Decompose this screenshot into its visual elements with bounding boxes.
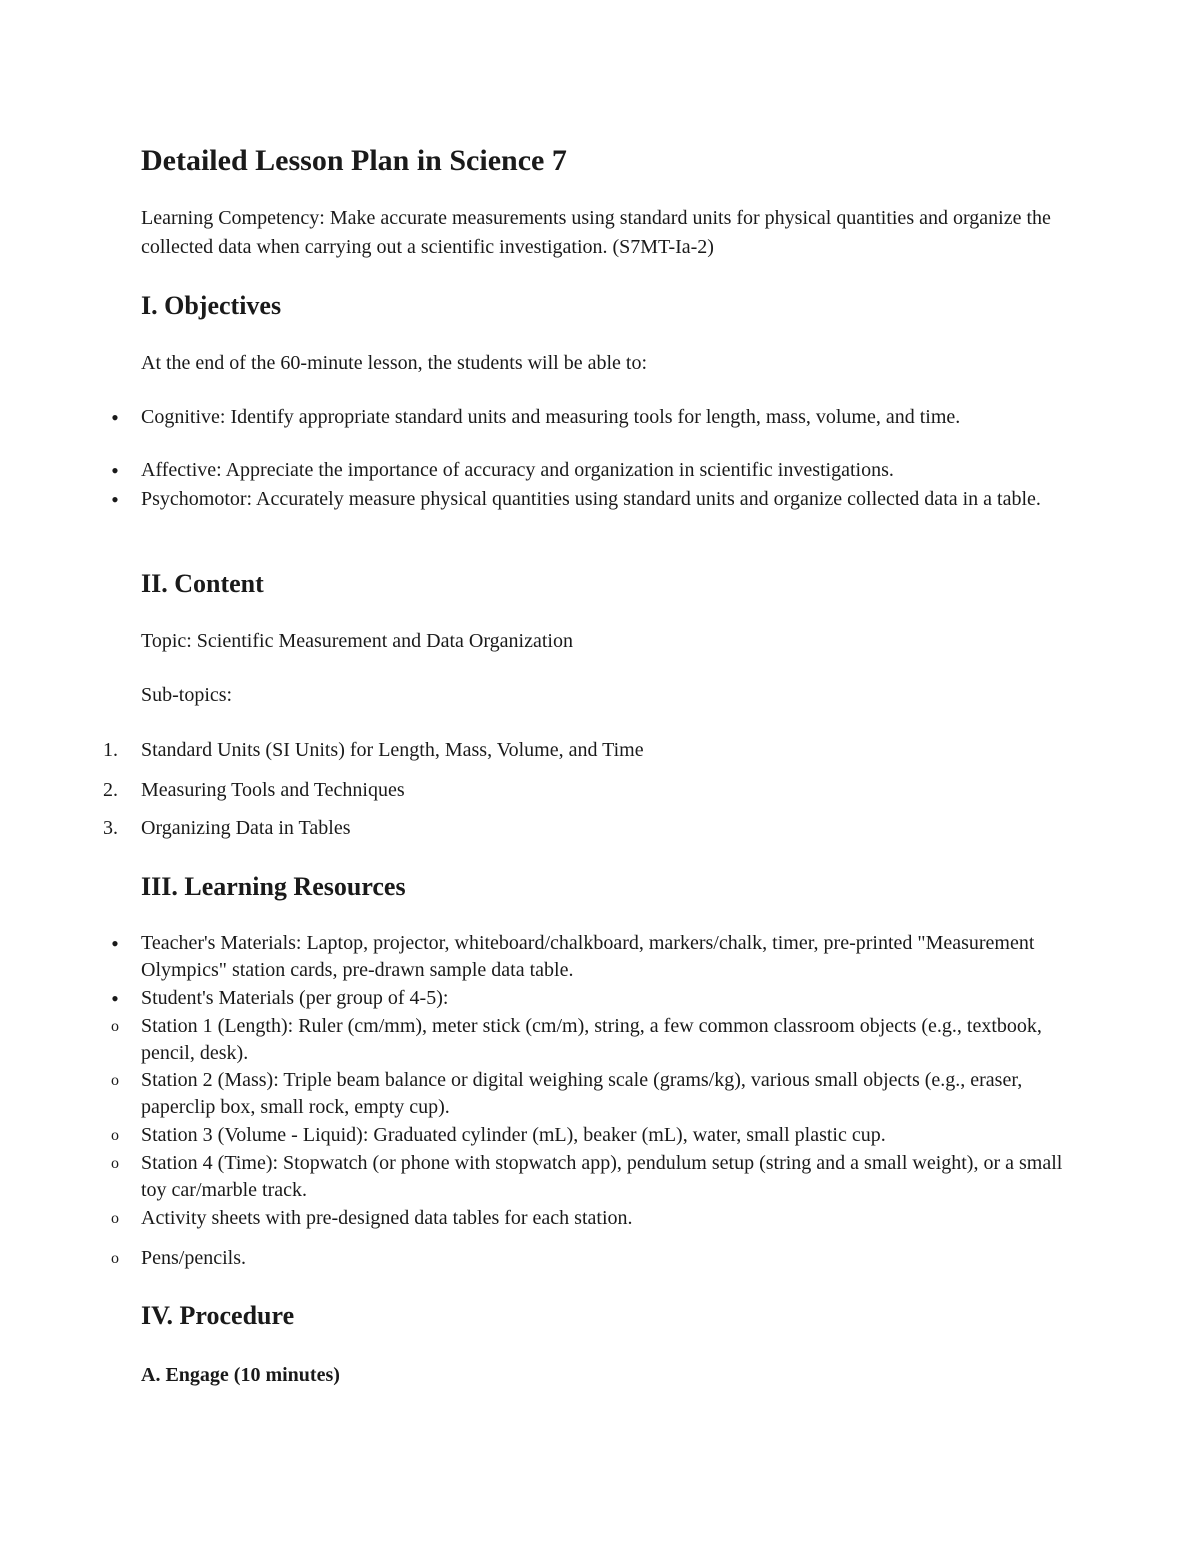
item-number: 3. <box>103 817 118 839</box>
item-number: 2. <box>103 779 118 801</box>
document-title: Detailed Lesson Plan in Science 7 <box>141 144 567 177</box>
sub-list-item <box>111 1150 1071 1204</box>
sub-list-item <box>111 1245 1071 1272</box>
sub-list-item-text: Station 2 (Mass): Triple beam balance or digital weighing scale (grams/kg), various small objects (e.g., eraser, paperclip box, small rock, empty cup). <box>141 1069 1023 1118</box>
list-item <box>111 930 1071 984</box>
content-heading: II. Content <box>141 569 264 598</box>
bullet-icon: • <box>111 405 119 430</box>
list-item <box>111 985 1071 1012</box>
circle-bullet-icon: o <box>111 1127 119 1144</box>
list-item-text: Student's Materials (per group of 4-5): <box>141 987 449 1009</box>
sub-list-item <box>111 1013 1071 1067</box>
sub-list-item-text: Station 3 (Volume - Liquid): Graduated cylinder (mL), beaker (mL), water, small plastic cup. <box>141 1124 886 1146</box>
list-item <box>111 486 1071 513</box>
numbered-item-text: Standard Units (SI Units) for Length, Mass, Volume, and Time <box>141 739 644 761</box>
objectives-intro: At the end of the 60-minute lesson, the students will be able to: <box>141 352 648 374</box>
bullet-icon: • <box>111 986 119 1011</box>
numbered-item-text: Measuring Tools and Techniques <box>141 779 405 801</box>
circle-bullet-icon: o <box>111 1018 119 1035</box>
bullet-icon: • <box>111 487 119 512</box>
list-item-text: Teacher's Materials: Laptop, projector, whiteboard/chalkboard, markers/chalk, timer, pre-printed "Measurement Olympics" station cards, pre-drawn sample data table. <box>141 932 1035 981</box>
list-item-text: Affective: Appreciate the importance of accuracy and organization in scientific investigations. <box>141 459 894 481</box>
circle-bullet-icon: o <box>111 1210 119 1227</box>
circle-bullet-icon: o <box>111 1155 119 1172</box>
numbered-item <box>103 815 1071 842</box>
learning-competency: Learning Competency: Make accurate measurements using standard units for physical quantities and organize the collected data when carrying out a scientific investigation. (S7MT-Ia-2) <box>141 207 1051 258</box>
sub-list-item <box>111 1067 1071 1121</box>
list-item-text: Psychomotor: Accurately measure physical quantities using standard units and organize collected data in a table. <box>141 488 1041 510</box>
content-topic: Topic: Scientific Measurement and Data Organization <box>141 630 573 652</box>
numbered-item-text: Organizing Data in Tables <box>141 817 351 839</box>
sub-list-item-text: Activity sheets with pre-designed data tables for each station. <box>141 1207 633 1229</box>
bullet-icon: • <box>111 458 119 483</box>
sub-list-item-text: Station 4 (Time): Stopwatch (or phone with stopwatch app), pendulum setup (string and a small weight), or a small toy car/marble track. <box>141 1152 1063 1201</box>
numbered-item <box>103 737 1071 764</box>
resources-heading: III. Learning Resources <box>141 872 406 901</box>
sub-list-item-text: Pens/pencils. <box>141 1247 246 1269</box>
item-number: 1. <box>103 739 118 761</box>
sub-list-item <box>111 1205 1071 1232</box>
numbered-item <box>103 777 1071 804</box>
list-item <box>111 457 1071 484</box>
objectives-heading: I. Objectives <box>141 291 282 320</box>
procedure-heading: IV. Procedure <box>141 1301 295 1330</box>
procedure-subheading: A. Engage (10 minutes) <box>141 1364 340 1386</box>
circle-bullet-icon: o <box>111 1250 119 1267</box>
sub-list-item-text: Station 1 (Length): Ruler (cm/mm), meter stick (cm/m), string, a few common classroom objects (e.g., textbook, pencil, desk). <box>141 1015 1042 1064</box>
bullet-icon: • <box>111 931 119 956</box>
subtopics-label: Sub-topics: <box>141 684 233 706</box>
circle-bullet-icon: o <box>111 1072 119 1089</box>
list-item <box>111 404 1071 431</box>
list-item-text: Cognitive: Identify appropriate standard units and measuring tools for length, mass, volume, and time. <box>141 406 961 428</box>
sub-list-item <box>111 1122 1071 1149</box>
